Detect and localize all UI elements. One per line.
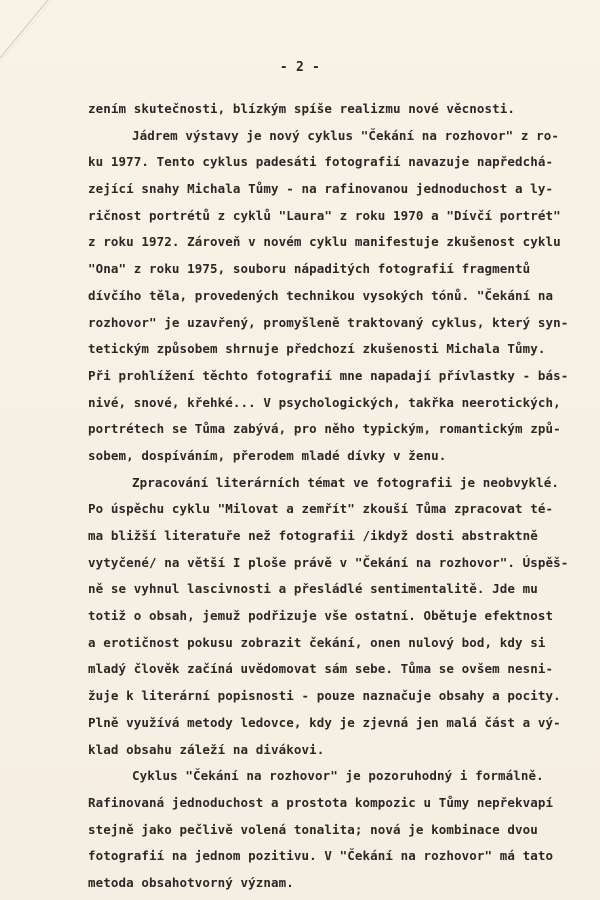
text-line: Cyklus "Čekání na rozhovor" je pozoruhodný i formálně. (132, 768, 544, 784)
text-line: a erotičnost pokusu zobrazit čekání, onen nulový bod, kdy si (88, 634, 546, 650)
text-line: zející snahy Michala Tůmy - na rafinovanou jednoduchost a ly- (88, 181, 554, 197)
typewritten-text-body (88, 96, 588, 897)
text-line: zením skutečnosti, blízkým spíše realizmu nové věcnosti. (88, 101, 516, 116)
text-line: ričnost portrétů z cyklů "Laura" z roku 1970 a "Dívčí portrét" (88, 207, 561, 223)
text-line: mladý člověk začíná uvědomovat sám sebe. Tůma se ovšem nesni- (88, 661, 554, 677)
text-line: Po úspěchu cyklu "Milovat a zemřít" zkouší Tůma zpracovat té- (88, 501, 554, 517)
text-line: Rafinovaná jednoduchost a prostota kompozic u Tůmy nepřekvapí (88, 794, 554, 810)
text-line: totiž o obsah, jemuž podřizuje vše ostatní. Obětuje efektnost (88, 608, 554, 624)
text-line: ma bližší literatuře než fotografii /ikdyž dosti abstraktně (88, 528, 538, 543)
text-line: nivé, snové, křehké... V psychologických, takřka neerotických, (88, 394, 561, 410)
text-line: ně se vyhnul lascivnosti a přesládlé sentimentalitě. Jde mu (88, 581, 538, 597)
text-line: Plně využívá metody ledovce, kdy je zjevná jen malá část a vý- (88, 714, 561, 730)
text-line: žuje k literární popisnosti - pouze naznačuje obsahy a pocity. (88, 688, 561, 704)
text-line: z roku 1972. Zároveň v novém cyklu manifestuje zkušenost cyklu (88, 234, 561, 250)
text-line: portrétech se Tůma zabývá, pro něho typickým, romantickým způ- (88, 421, 561, 437)
text-line: Jádrem výstavy je nový cyklus "Čekání na rozhovor" z ro- (132, 127, 560, 143)
text-line: tetickým způsobem shrnuje předchozí zkušenosti Michala Tůmy. (88, 341, 546, 357)
text-line: rozhovor" je uzavřený, promyšleně traktovaný cyklus, který syn- (88, 314, 569, 330)
text-line: Při prohlížení těchto fotografií mne napadají přívlastky - bás- (88, 367, 569, 383)
text-line: vytyčené/ na větší I ploše právě v "Čekání na rozhovor". Úspěš- (88, 554, 569, 570)
text-line: sobem, dospíváním, přerodem mladé dívky v ženu. (88, 447, 447, 463)
text-line: fotografií na jednom pozitivu. V "Čekání na rozhovor" má tato (88, 848, 554, 864)
text-line: metoda obsahotvorný význam. (88, 874, 294, 890)
page-number: - 2 - (279, 60, 321, 75)
text-line: klad obsahu záleží na divákovi. (88, 741, 325, 757)
text-line: stejně jako pečlivě volená tonalita; nová je kombinace dvou (88, 821, 538, 837)
text-line: Zpracování literárních témat ve fotografii je neobvyklé. (132, 474, 560, 490)
text-line: dívčího těla, provedených technikou vysokých tónů. "Čekání na (88, 287, 554, 303)
text-line: ku 1977. Tento cyklus padesáti fotografií navazuje napředchá- (88, 154, 554, 170)
text-line: "Ona" z roku 1975, souboru nápaditých fotografií fragmentů (88, 261, 531, 277)
